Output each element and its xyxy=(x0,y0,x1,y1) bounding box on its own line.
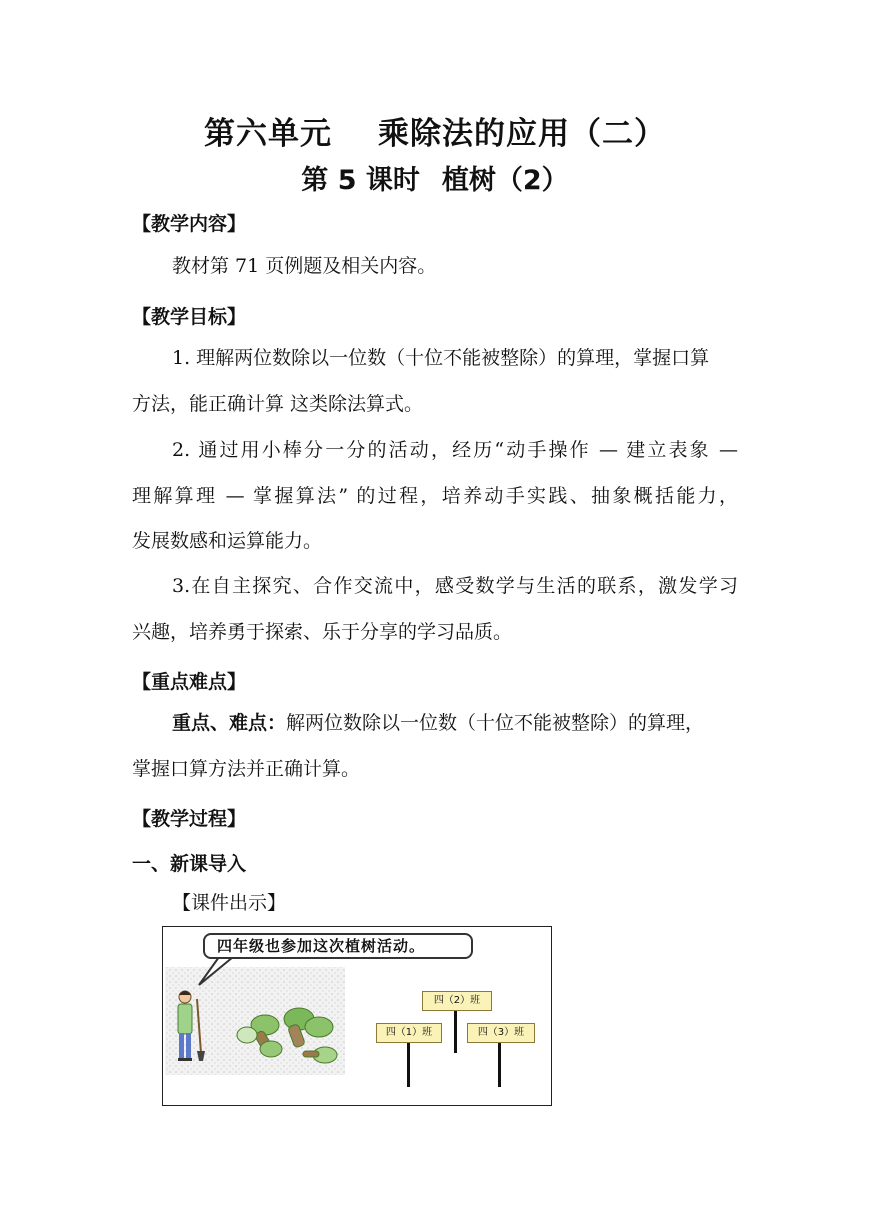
goal2-line1: 2. 通过用小棒分一分的活动，经历“动手操作 — 建立表象 — xyxy=(172,439,738,461)
courseware-figure xyxy=(162,926,552,1106)
sign-class-2: 四（2）班 xyxy=(422,991,492,1011)
unit-number: 第六单元 xyxy=(204,116,332,152)
goals-heading: 【教学目标】 xyxy=(132,306,247,328)
content-heading: 【教学内容】 xyxy=(132,213,247,235)
unit-subject: 乘除法的应用（二） xyxy=(378,116,666,152)
lesson-title xyxy=(0,158,870,197)
sign-post-2 xyxy=(454,1011,457,1053)
goal2-line3: 发展数感和运算能力。 xyxy=(132,530,323,552)
goal3-line2: 兴趣，培养勇于探索、乐于分享的学习品质。 xyxy=(132,621,513,643)
process-heading: 【教学过程】 xyxy=(132,808,247,830)
lesson-topic: 植树（2） xyxy=(441,165,569,196)
goal1-line1: 1. 理解两位数除以一位数（十位不能被整除）的算理，掌握口算 xyxy=(172,347,710,369)
content-text: 教材第 71 页例题及相关内容。 xyxy=(172,255,437,277)
speech-bubble: 四年级也参加这次植树活动。 xyxy=(203,933,473,959)
key-text: 解两位数除以一位数（十位不能被整除）的算理， xyxy=(286,712,705,734)
key-heading: 【重点难点】 xyxy=(132,671,247,693)
goal3-line1: 3.在自主探究、合作交流中，感受数学与生活的联系，激发学习 xyxy=(172,575,738,597)
unit-title xyxy=(0,108,870,153)
key-label: 重点、难点： xyxy=(172,712,287,734)
lesson-number: 第 5 课时 xyxy=(301,165,420,196)
key-line2: 掌握口算方法并正确计算。 xyxy=(132,758,361,780)
goal2-line2: 理解算理 — 掌握算法” 的过程，培养动手实践、抽象概括能力， xyxy=(132,485,738,507)
courseware-label: 【课件出示】 xyxy=(172,892,287,914)
key-line1 xyxy=(172,713,742,733)
part1-heading: 一、新课导入 xyxy=(132,853,247,875)
sign-post-3 xyxy=(498,1043,501,1087)
goal1-line2: 方法，能正确计算 这类除法算式。 xyxy=(132,393,424,415)
sign-post-1 xyxy=(407,1043,410,1087)
sign-class-1: 四（1）班 xyxy=(376,1023,442,1043)
sign-class-3: 四（3）班 xyxy=(467,1023,535,1043)
